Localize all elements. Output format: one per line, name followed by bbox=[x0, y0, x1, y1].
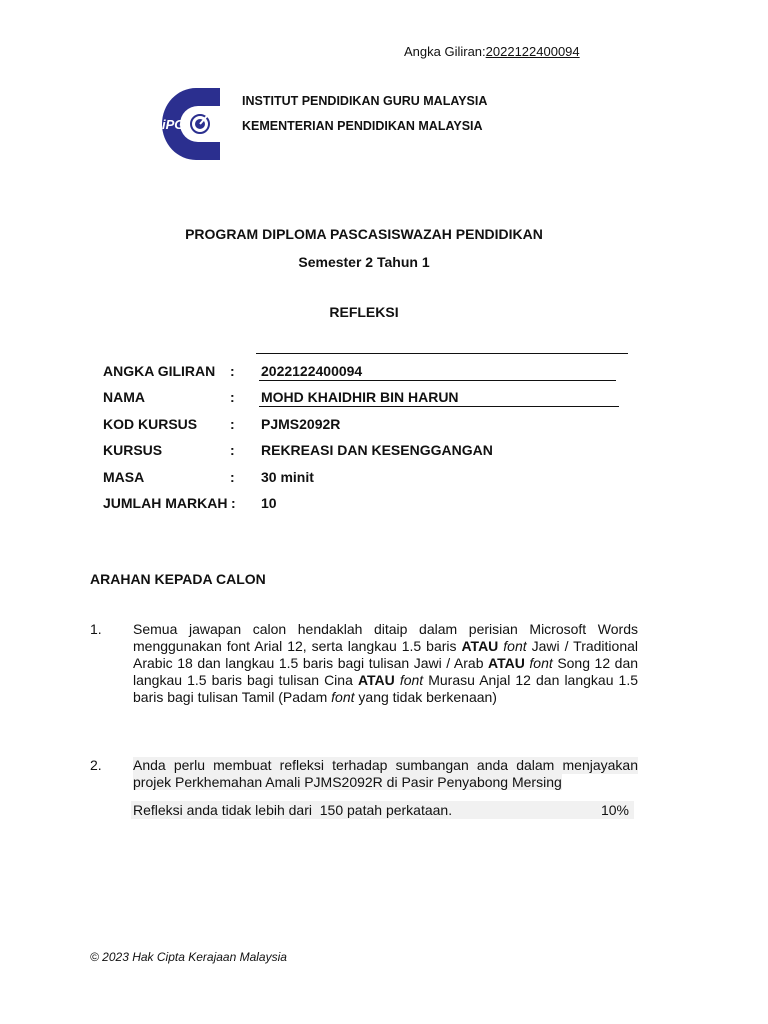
detail-label: ANGKA GILIRAN bbox=[103, 363, 216, 379]
paragraph-line: Anda perlu membuat refleksi terhadap sumbangan anda dalam menjayakan bbox=[133, 757, 638, 773]
underline bbox=[259, 406, 619, 407]
paragraph-line: baris bagi tulisan Tamil (Padam font yang tidak berkenaan) bbox=[133, 689, 497, 705]
detail-label: MASA bbox=[103, 469, 145, 485]
word-limit-text: Refleksi anda tidak lebih dari 150 patah perkataan. bbox=[133, 802, 453, 818]
paragraph-line: Semua jawapan calon hendaklah ditaip dalam perisian Microsoft Words bbox=[133, 621, 638, 637]
detail-colon: : bbox=[230, 469, 235, 485]
program-title: PROGRAM DIPLOMA PASCASISWAZAH PENDIDIKAN bbox=[185, 226, 543, 242]
detail-label: KOD KURSUS bbox=[103, 416, 198, 432]
detail-colon: : bbox=[231, 495, 236, 511]
detail-colon: : bbox=[230, 389, 235, 405]
paragraph-line: projek Perkhemahan Amali PJMS2092R di Pasir Penyabong Mersing bbox=[133, 774, 562, 790]
detail-label: NAMA bbox=[103, 389, 145, 405]
detail-value: 30 minit bbox=[261, 469, 314, 485]
candidate-number-label: Angka Giliran: bbox=[404, 44, 486, 59]
detail-value: PJMS2092R bbox=[261, 416, 341, 432]
underline bbox=[259, 380, 616, 381]
mark-percentage: 10% bbox=[600, 802, 629, 818]
ministry-name: KEMENTERIAN PENDIDIKAN MALAYSIA bbox=[242, 119, 483, 133]
instruction-paragraph-1 bbox=[133, 621, 638, 706]
detail-value: 2022122400094 bbox=[261, 363, 363, 379]
paragraph-line: menggunakan font Arial 12, serta langkau 1.5 baris ATAU font Jawi / Traditional bbox=[133, 638, 639, 654]
detail-value: MOHD KHAIDHIR BIN HARUN bbox=[261, 389, 459, 405]
candidate-number-value: 2022122400094 bbox=[485, 44, 580, 59]
detail-colon: : bbox=[230, 442, 235, 458]
document-type-title: REFLEKSI bbox=[329, 304, 399, 320]
detail-value: 10 bbox=[261, 495, 277, 511]
paragraph-line: Arabic 18 dan langkau 1.5 baris bagi tulisan Jawi / Arab ATAU font Song 12 dan bbox=[133, 655, 639, 671]
instructions-heading: ARAHAN KEPADA CALON bbox=[90, 571, 266, 587]
paragraph-line: langkau 1.5 baris bagi tulisan Cina ATAU font Murasu Anjal 12 dan langkau 1.5 bbox=[133, 672, 638, 688]
copyright-footer: © 2023 Hak Cipta Kerajaan Malaysia bbox=[90, 950, 287, 964]
ipg-logo bbox=[160, 88, 220, 160]
item-number: 1. bbox=[90, 621, 102, 637]
semester-title: Semester 2 Tahun 1 bbox=[298, 254, 430, 270]
instruction-paragraph-2 bbox=[133, 757, 638, 791]
item-number: 2. bbox=[90, 757, 102, 773]
divider-line bbox=[256, 353, 628, 354]
institution-name: INSTITUT PENDIDIKAN GURU MALAYSIA bbox=[242, 94, 488, 108]
detail-colon: : bbox=[230, 363, 235, 379]
detail-label: KURSUS bbox=[103, 442, 163, 458]
svg-text:iPG: iPG bbox=[162, 117, 185, 132]
detail-colon: : bbox=[230, 416, 235, 432]
candidate-number-header bbox=[404, 44, 580, 59]
detail-value: REKREASI DAN KESENGGANGAN bbox=[261, 442, 493, 458]
detail-label: JUMLAH MARKAH bbox=[103, 495, 228, 511]
word-limit-row bbox=[131, 801, 634, 819]
